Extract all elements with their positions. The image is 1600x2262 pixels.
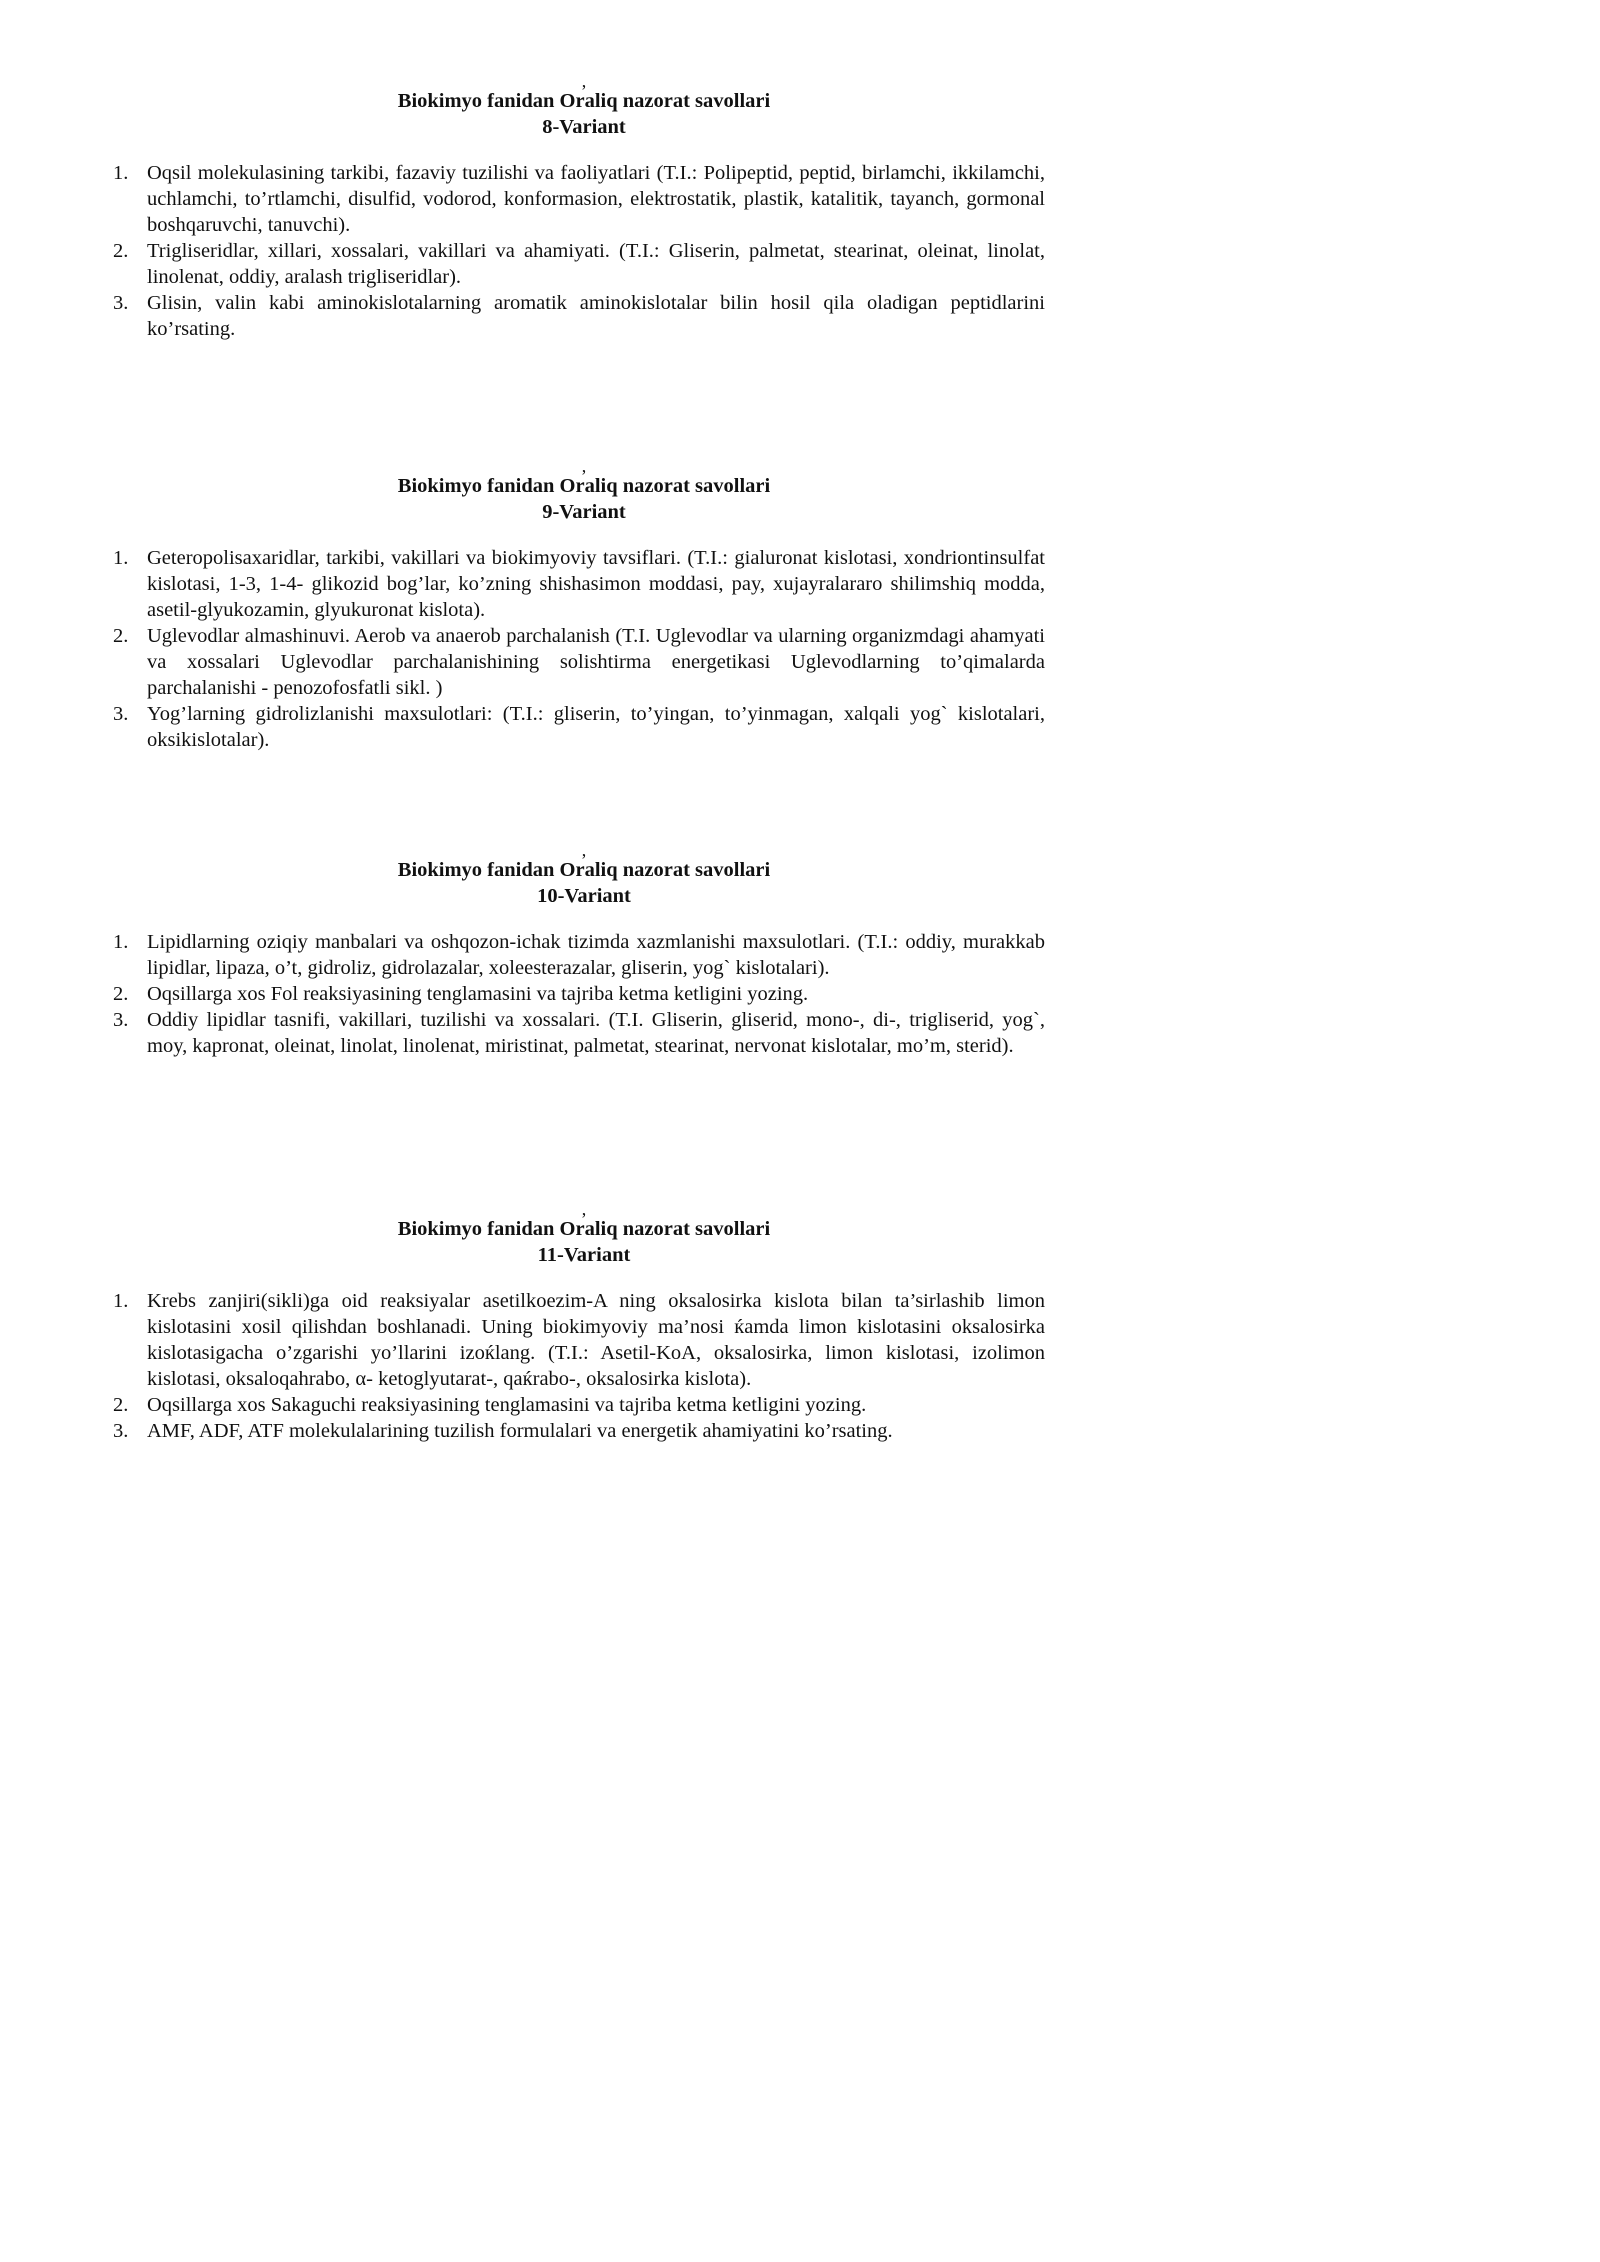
question-text: Glisin, valin kabi aminokislotalarning aromatik aminokislotalar bilin hosil qila oladigan peptidlarini ko’rsating. (147, 292, 1045, 340)
comma-mark: , (581, 1199, 587, 1219)
variant-section (113, 71, 1045, 342)
question-item (113, 981, 1045, 1007)
question-item (113, 1418, 1045, 1444)
question-text: Oqsillarga xos Sakaguchi reaksiyasining tenglamasini va tajriba ketma ketligini yozing. (147, 1394, 867, 1416)
question-list (113, 160, 1045, 342)
variant-section (113, 840, 1045, 1059)
comma-mark: , (581, 71, 587, 91)
section-title: Biokimyo fanidan Oraliq nazorat savollari (397, 475, 771, 497)
variant-section (113, 456, 1045, 753)
question-number: 2. (113, 983, 129, 1005)
variant-label: 8-Variant (542, 116, 626, 138)
variant-label: 10-Variant (537, 885, 631, 907)
question-item (113, 929, 1045, 981)
question-text: Oddiy lipidlar tasnifi, vakillari, tuzilishi va xossalari. (T.I. Gliserin, gliserid, mono-, di-, trigliserid, yog`, moy, kapronat, oleinat, linolat, linolenat, miristinat, palmetat, stearinat, nervonat kislotalar, mo’m, sterid). (147, 1009, 1045, 1057)
question-item (113, 1288, 1045, 1392)
question-text: Oqsil molekulasining tarkibi, fazaviy tuzilishi va faoliyatlari (T.I.: Polipeptid, peptid, birlamchi, ikkilamchi, uchlamchi, to’rtlamchi, disulfid, vodorod, konformasion, elektrostatik, plastik, katalitik, tayanch, gormonal boshqaruvchi, tanuvchi). (147, 162, 1045, 236)
question-text: Geteropolisaxaridlar, tarkibi, vakillari va biokimyoviy tavsiflari. (T.I.: gialuronat kislotasi, xondriontinsulfat kislotasi, 1-3, 1-4- glikozid bog’lar, ko’zning shishasimon moddasi, pay, xujayralararo shilimshiq modda, asetil-glyukozamin, glyukuronat kislota). (147, 547, 1045, 621)
comma-mark: , (581, 456, 587, 476)
question-number: 2. (113, 240, 129, 262)
question-item (113, 623, 1045, 701)
variant-label: 9-Variant (542, 501, 626, 523)
question-text: Trigliseridlar, xillari, xossalari, vakillari va ahamiyati. (T.I.: Gliserin, palmetat, stearinat, oleinat, linolat, linolenat, oddiy, aralash trigliseridlar). (147, 240, 1045, 288)
question-number: 2. (113, 1394, 129, 1416)
question-item (113, 238, 1045, 290)
question-list (113, 1288, 1045, 1444)
question-text: AMF, ADF, ATF molekulalarining tuzilish formulalari va energetik ahamiyatini ko’rsating. (147, 1420, 893, 1442)
section-title: Biokimyo fanidan Oraliq nazorat savollari (397, 859, 771, 881)
question-number: 2. (113, 625, 129, 647)
question-number: 3. (113, 1420, 129, 1442)
variant-section (113, 1199, 1045, 1444)
question-number: 1. (113, 547, 129, 569)
question-number: 3. (113, 292, 129, 314)
question-item (113, 290, 1045, 342)
question-text: Uglevodlar almashinuvi. Aerob va anaerob parchalanish (T.I. Uglevodlar va ularning organizmdagi ahamyati va xossalari Uglevodlar parchalanishining solishtirma energetikasi Uglevodlarning to’qimalarda parchalanishi - penozofosfatli sikl. ) (147, 625, 1045, 699)
variant-label: 11-Variant (537, 1244, 631, 1266)
question-number: 1. (113, 162, 129, 184)
question-number: 1. (113, 931, 129, 953)
question-list (113, 929, 1045, 1059)
question-item (113, 545, 1045, 623)
question-text: Krebs zanjiri(sikli)ga oid reaksiyalar asetilkoezim-A ning oksalosirka kislota bilan ta’sirlashib limon kislotasini xosil qilishdan boshlanadi. Uning biokimyoviy ma’nosi ќamda limon kislotasini oksalosirka kislotasigacha o’zgarishi yo’llarini izoќlang. (T.I.: Asetil-KoA, oksalosirka, limon kislotasi, izolimon kislotasi, oksaloqahrabo, α- ketoglyutarat-, qaќrabo-, oksalosirka kislota). (147, 1290, 1045, 1390)
question-text: Yog’larning gidrolizlanishi maxsulotlari: (T.I.: gliserin, to’yingan, to’yinmagan, xalqali yog` kislotalari, oksikislotalar). (147, 703, 1045, 751)
question-text: Oqsillarga xos Fol reaksiyasining tenglamasini va tajriba ketma ketligini yozing. (147, 983, 809, 1005)
question-number: 3. (113, 1009, 129, 1031)
comma-mark: , (581, 840, 587, 860)
question-list (113, 545, 1045, 753)
question-item (113, 160, 1045, 238)
document-page (0, 0, 1123, 1588)
question-item (113, 701, 1045, 753)
question-number: 1. (113, 1290, 129, 1312)
section-title: Biokimyo fanidan Oraliq nazorat savollari (397, 1218, 771, 1240)
question-item (113, 1007, 1045, 1059)
question-item (113, 1392, 1045, 1418)
question-text: Lipidlarning oziqiy manbalari va oshqozon-ichak tizimda xazmlanishi maxsulotlari. (T.I.: oddiy, murakkab lipidlar, lipaza, o’t, gidroliz, gidrolazalar, xoleesterazalar, gliserin, yog` kislotalari). (147, 931, 1045, 979)
section-title: Biokimyo fanidan Oraliq nazorat savollari (397, 90, 771, 112)
question-number: 3. (113, 703, 129, 725)
